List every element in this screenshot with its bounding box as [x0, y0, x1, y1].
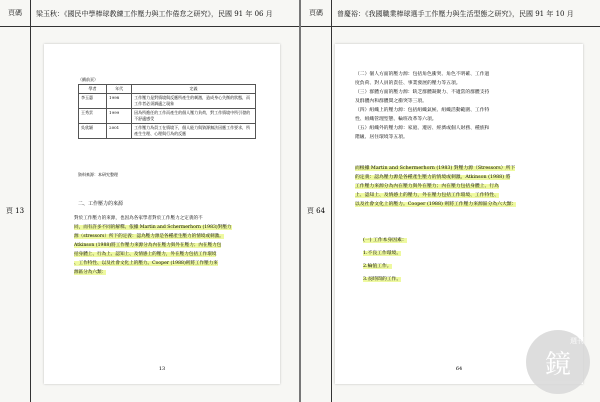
- definition-table: [78, 84, 256, 139]
- left-paragraph: [74, 214, 262, 277]
- right-header-label: 頁碼: [301, 0, 332, 26]
- text-line: [363, 234, 563, 247]
- left-scanned-page: [44, 44, 280, 384]
- text-line: [74, 250, 262, 259]
- watermark-glyph: 鏡: [544, 350, 571, 380]
- text-line: [355, 79, 575, 88]
- text-line-content: （二）個人方面的壓力源：包括角色衝突、角色不明確、工作過: [355, 72, 490, 77]
- text-line-content: 而根據 Martin and Schermerhorn (1983) 對壓力源（Stressors）所下: [355, 166, 516, 171]
- text-line-content: 2.輪值工作。: [363, 264, 392, 269]
- table-caption: （續前頁）: [78, 77, 98, 82]
- table-cell: 1998: [107, 94, 132, 109]
- right-side-column: [301, 26, 332, 402]
- table-row: [79, 94, 256, 109]
- text-line: [355, 182, 579, 191]
- right-citation: 曾慶裕：《我國職業棒球選手工作壓力與生活型態之研究》，民國 91 年 10 月: [337, 10, 574, 18]
- table-cell: 1999: [107, 109, 132, 124]
- table-cell: 工作壓力是對情境與反應所產生的刺激，造成身心失衡的狀態，而工作者必須調適之現象: [132, 94, 256, 109]
- left-citation: 梁玉秋：《國民中學棒球教練工作壓力與工作倦怠之研究》，民國 91 年 06 月: [36, 10, 273, 18]
- left-side-column: [0, 26, 31, 402]
- text-line-content: (一) 工作本身因素：: [363, 238, 407, 243]
- text-line-content: 源（stressors）所下的定義：認為壓力源是各種產生壓力的情境或刺激。: [74, 234, 224, 239]
- text-line: [74, 223, 262, 232]
- left-side-page: 頁 13: [5, 207, 25, 215]
- text-line: [363, 247, 563, 260]
- table-cell: 王秀雲: [79, 109, 107, 124]
- text-line-content: 、工作特性、以及社會文化上的壓力。Cooper (1988)則將工作壓力來: [74, 261, 218, 266]
- right-page-number: 64: [455, 366, 463, 372]
- text-line: [74, 259, 262, 268]
- text-line-content: Atkinson (1988)將工作壓力來源分為內在壓力與外在壓力；內在壓力包: [74, 243, 222, 248]
- text-line: [355, 97, 575, 106]
- text-line: [355, 115, 575, 124]
- text-line: [355, 200, 579, 209]
- section-title: 二、工作壓力的來源: [78, 201, 124, 207]
- text-line: [74, 268, 262, 277]
- text-line-content: 同，而有許多不同的解釋。依據 Martin and Schermerhorn (1983)對壓力: [74, 225, 232, 230]
- table-cell: 因為所擔任的工作而產生的個人壓力負荷，對工作情境中所引發的不舒適感受: [132, 109, 256, 124]
- table-source: 資料來源：本研究整理: [78, 172, 118, 177]
- text-line: [74, 241, 262, 250]
- text-line-content: 以及社會文化上的壓力。Cooper (1988) 則將工作壓力來源區分為六大類：: [355, 202, 517, 207]
- right-side-page: 頁 64: [306, 207, 326, 215]
- right-paragraph: [355, 164, 579, 209]
- watermark-small-text: 週刊: [570, 337, 584, 345]
- text-line: [355, 173, 579, 182]
- text-line: [355, 133, 575, 142]
- text-line: [355, 164, 579, 173]
- stressor-list: [355, 70, 575, 142]
- text-line-content: （四）組織上的壓力源：包括組織氣候、組織活動範圍、工作特: [355, 108, 490, 113]
- left-header: [0, 0, 299, 27]
- text-line-content: 的定義：認為壓力源是各種產生壓力的情境或刺激。Atkinson (1988) 將: [355, 175, 511, 180]
- table-cell: 工作壓力為員工在情境下，個人能力與資源無法因應工作要求，所產生生理、心理與行為的反應: [132, 124, 256, 139]
- table-cell: 李玉惠: [79, 94, 107, 109]
- text-line: [355, 124, 575, 133]
- text-line-content: （五）組織外的壓力源：家庭、遷居、經濟或個人財務、種族和: [355, 126, 490, 131]
- text-line-content: 源區分為六類：: [74, 270, 107, 275]
- text-line: [74, 214, 262, 223]
- right-page-panel: [301, 0, 600, 402]
- table-header-cell: 年代: [107, 85, 132, 94]
- left-page-panel: [0, 0, 299, 402]
- text-line-content: 上、認知上、及情感上的壓力，外在壓力包括工作環境、工作特性、: [355, 193, 499, 198]
- text-line: [355, 70, 575, 79]
- text-line-content: 性、組織管理型態、輪班改革等六項。: [355, 117, 437, 122]
- text-line-content: 1.不良工作環境。: [363, 251, 402, 256]
- text-line-content: 括身體上、行為上、認知上、及情感上的壓力，外在壓力包括工作環境: [74, 252, 217, 257]
- left-header-label: 頁碼: [0, 0, 31, 26]
- left-page-number: 13: [158, 366, 166, 372]
- text-line-content: 度負荷、對人員的責任、事業發展的壓力等五項。: [355, 81, 461, 86]
- magazine-watermark: [526, 330, 590, 394]
- table-header-cell: 定義: [132, 85, 256, 94]
- text-line: [355, 88, 575, 97]
- text-line: [355, 191, 579, 200]
- text-line-content: 3.長時間的工作。: [363, 277, 402, 282]
- table-cell: 2001: [107, 124, 132, 139]
- text-line: [355, 106, 575, 115]
- table-row: [79, 109, 256, 124]
- text-line-content: （三）群體方面的壓力源：缺乏群體凝聚力、不適當的群體支持: [355, 90, 490, 95]
- table-row: [79, 124, 256, 139]
- right-header: [301, 0, 600, 27]
- table-header-cell: 學者: [79, 85, 107, 94]
- text-line: [74, 232, 262, 241]
- table-cell: 吳欣穎: [79, 124, 107, 139]
- text-line: [363, 260, 563, 273]
- text-line-content: 及群體內和群體間之衝突等三項。: [355, 99, 427, 104]
- text-line-content: 工作壓力來源分為內在壓力與外在壓力；內在壓力包括身體上、行為: [355, 184, 499, 189]
- text-line-content: 對於工作壓力的來源，也因為各家學者對於工作壓力之定義的不: [74, 216, 203, 221]
- text-line: [363, 273, 563, 286]
- sub-item-list: [363, 234, 563, 286]
- text-line-content: 階級、居住環境等五項。: [355, 135, 408, 140]
